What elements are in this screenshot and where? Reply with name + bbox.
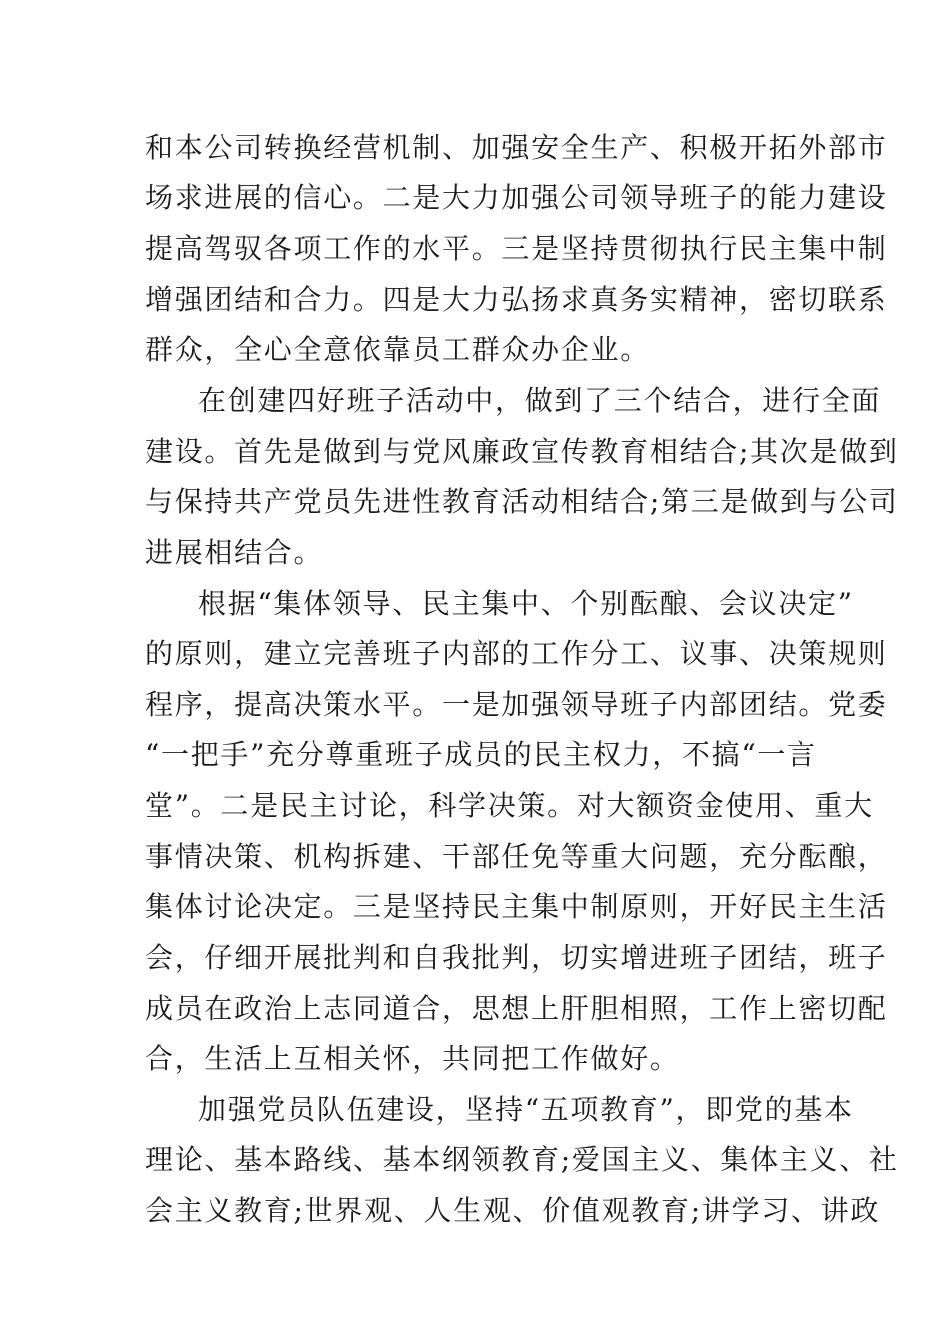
text-line: 群众，全心全意依靠员工群众办企业。 [145,333,650,366]
text-line: 进展相结合。 [145,536,324,569]
text-line: 会主义教育;世界观、人生观、价值观教育;讲学习、讲政 [145,1194,881,1227]
text-line: 合，生活上互相关怀，共同把工作做好。 [145,1042,680,1075]
text-line: 成员在政治上志同道合，思想上肝胆相照，工作上密切配 [145,992,888,1025]
text-line: 的原则，建立完善班子内部的工作分工、议事、决策规则 [145,637,888,670]
text-line: 建设。首先是做到与党风廉政宣传教育相结合;其次是做到 [145,435,899,468]
text-line: 场求进展的信心。二是大力加强公司领导班子的能力建设 [145,181,888,214]
text-line: 会，仔细开展批判和自我批判，切实增进班子团结，班子 [145,941,888,974]
paragraph-first-line: 在创建四好班子活动中，做到了三个结合，进行全面 [198,384,882,417]
text-line: 堂”。二是民主讨论，科学决策。对大额资金使用、重大 [145,789,874,822]
text-line: 和本公司转换经营机制、加强安全生产、积极开拓外部市 [145,131,888,164]
text-line: 与保持共产党员先进性教育活动相结合;第三是做到与公司 [145,485,899,518]
text-line: 集体讨论决定。三是坚持民主集中制原则，开好民主生活 [145,890,888,923]
text-line: 增强团结和合力。四是大力弘扬求真务实精神，密切联系 [145,283,888,316]
text-line: 提高驾驭各项工作的水平。三是坚持贯彻执行民主集中制 [145,232,888,265]
paragraph-first-line: 加强党员队伍建设，坚持“五项教育”，即党的基本 [198,1093,854,1126]
text-line: “一把手”充分尊重班子成员的民主权力，不搞“一言 [145,738,817,771]
text-line: 事情决策、机构拆建、干部任免等重大问题，充分酝酿， [145,840,888,873]
text-line: 理论、基本路线、基本纲领教育;爱国主义、集体主义、社 [145,1143,899,1176]
paragraph-first-line: 根据“集体领导、民主集中、个别酝酿、会议决定” [198,587,854,620]
text-line: 程序，提高决策水平。一是加强领导班子内部团结。党委 [145,688,888,721]
